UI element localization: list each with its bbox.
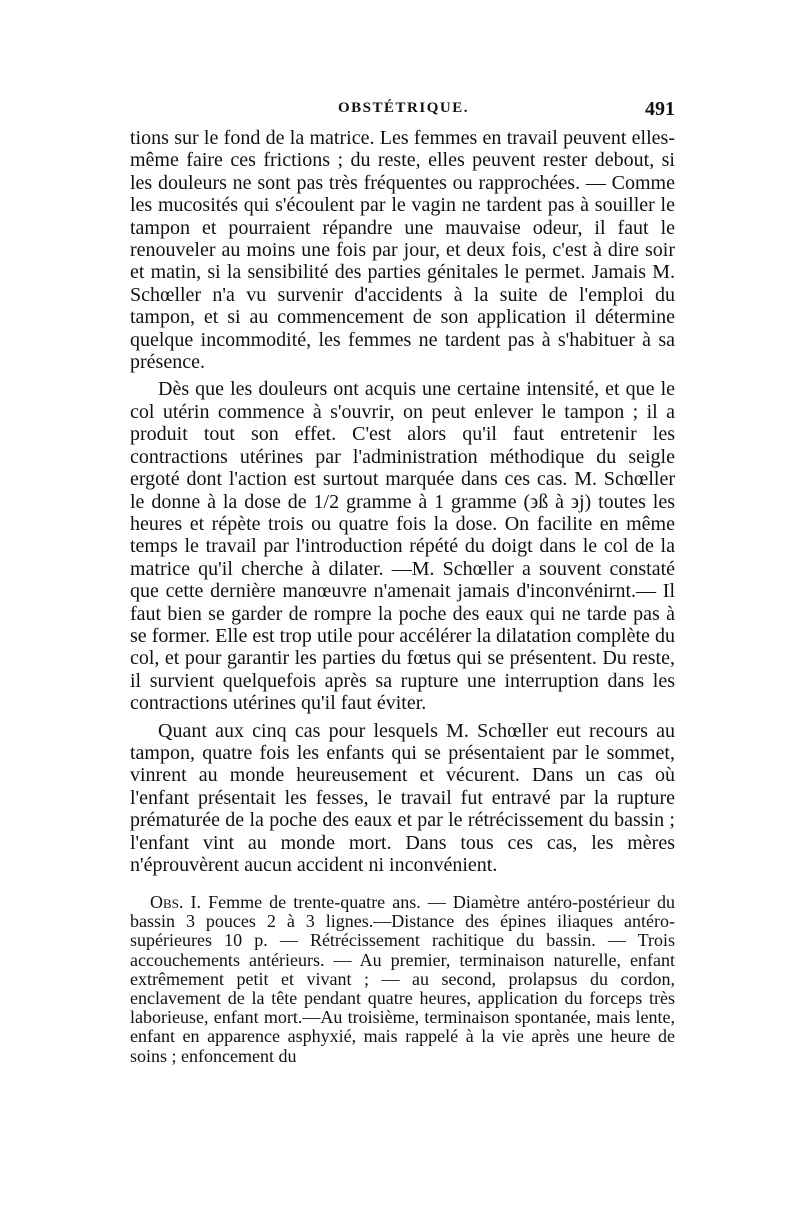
observation-block <box>130 893 675 1066</box>
running-head <box>130 100 675 124</box>
observation-label: Obs. I. <box>150 892 201 912</box>
main-text <box>130 127 675 881</box>
observation-paragraph <box>130 893 675 1066</box>
paragraph-continued: tions sur le fond de la matrice. Les femmes en travail peuvent elles-même faire ces frictions ; du reste, elles peuvent rester debout, si les douleurs ne sont pas très fréquentes ou rapprochées. — Comme les mucosités qui s'écoulent par le vagin ne tardent pas à souiller le tampon et pourraient répandre une mauvaise odeur, il faut le renouveler au moins une fois par jour, et deux fois, c'est à dire soir et matin, si la sensibilité des parties génitales le permet. Jamais M. Schœller n'a vu survenir d'accidents à la suite de l'emploi du tampon, et si au commencement de son application il détermine quelque incommodité, les femmes ne tardent pas à s'habituer à sa présence. <box>130 127 675 374</box>
running-title: OBSTÉTRIQUE. <box>338 100 469 116</box>
paragraph-cases: Quant aux cinq cas pour lesquels M. Schœller eut recours au tampon, quatre fois les enfants qui se présentaient par le sommet, vinrent au monde heureusement et vécurent. Dans un cas où l'enfant présentait les fesses, le travail fut entravé par la rupture prématurée de la poche des eaux et par le rétrécissement du bassin ; l'enfant vint au monde mort. Dans tous ces cas, les mères n'éprouvèrent aucun accident ni inconvénient. <box>130 719 675 876</box>
page-number: 491 <box>645 98 675 120</box>
paragraph-ergot: Dès que les douleurs ont acquis une certaine intensité, et que le col utérin commence à s'ouvrir, on peut enlever le tampon ; il a produit tout son effet. C'est alors qu'il faut entretenir les contractions utérines par l'administration méthodique du seigle ergoté dont l'action est surtout marquée dans ces cas. M. Schœller le donne à la dose de 1/2 gramme à 1 gramme (϶ß à ϶j) toutes les heures et répète trois ou quatre fois la dose. On facilite en même temps le travail par l'introduction répété du doigt dans le col de la matrice qu'il cherche à dilater. —M. Schœller a souvent constaté que cette dernière manœuvre n'amenait jamais d'inconvénirnt.— Il faut bien se garder de rompre la poche des eaux qui ne tarde pas à se former. Elle est trop utile pour accélérer la dilatation complète du col, et pour garantir les parties du fœtus qui se présentent. Du reste, il survient quelquefois après sa rupture une interruption dans les contractions utérines qu'il faut éviter. <box>130 378 675 715</box>
observation-text: Femme de trente-quatre ans. — Diamètre antéro-postérieur du bassin 3 pouces 2 à 3 lignes.—Distance des épines iliaques antéro-supérieures 10 p. — Rétrécissement rachitique du bassin. — Trois accouchements antérieurs. — Au premier, terminaison naturelle, enfant extrêmement petit et vivant ; — au second, prolapsus du cordon, enclavement de la tête pendant quatre heures, application du forceps très laborieuse, enfant mort.—Au troisième, terminaison spontanée, mais lente, enfant en apparence asphyxié, mais rappelé à la vie après une heure de soins ; enfoncement du <box>130 892 675 1066</box>
